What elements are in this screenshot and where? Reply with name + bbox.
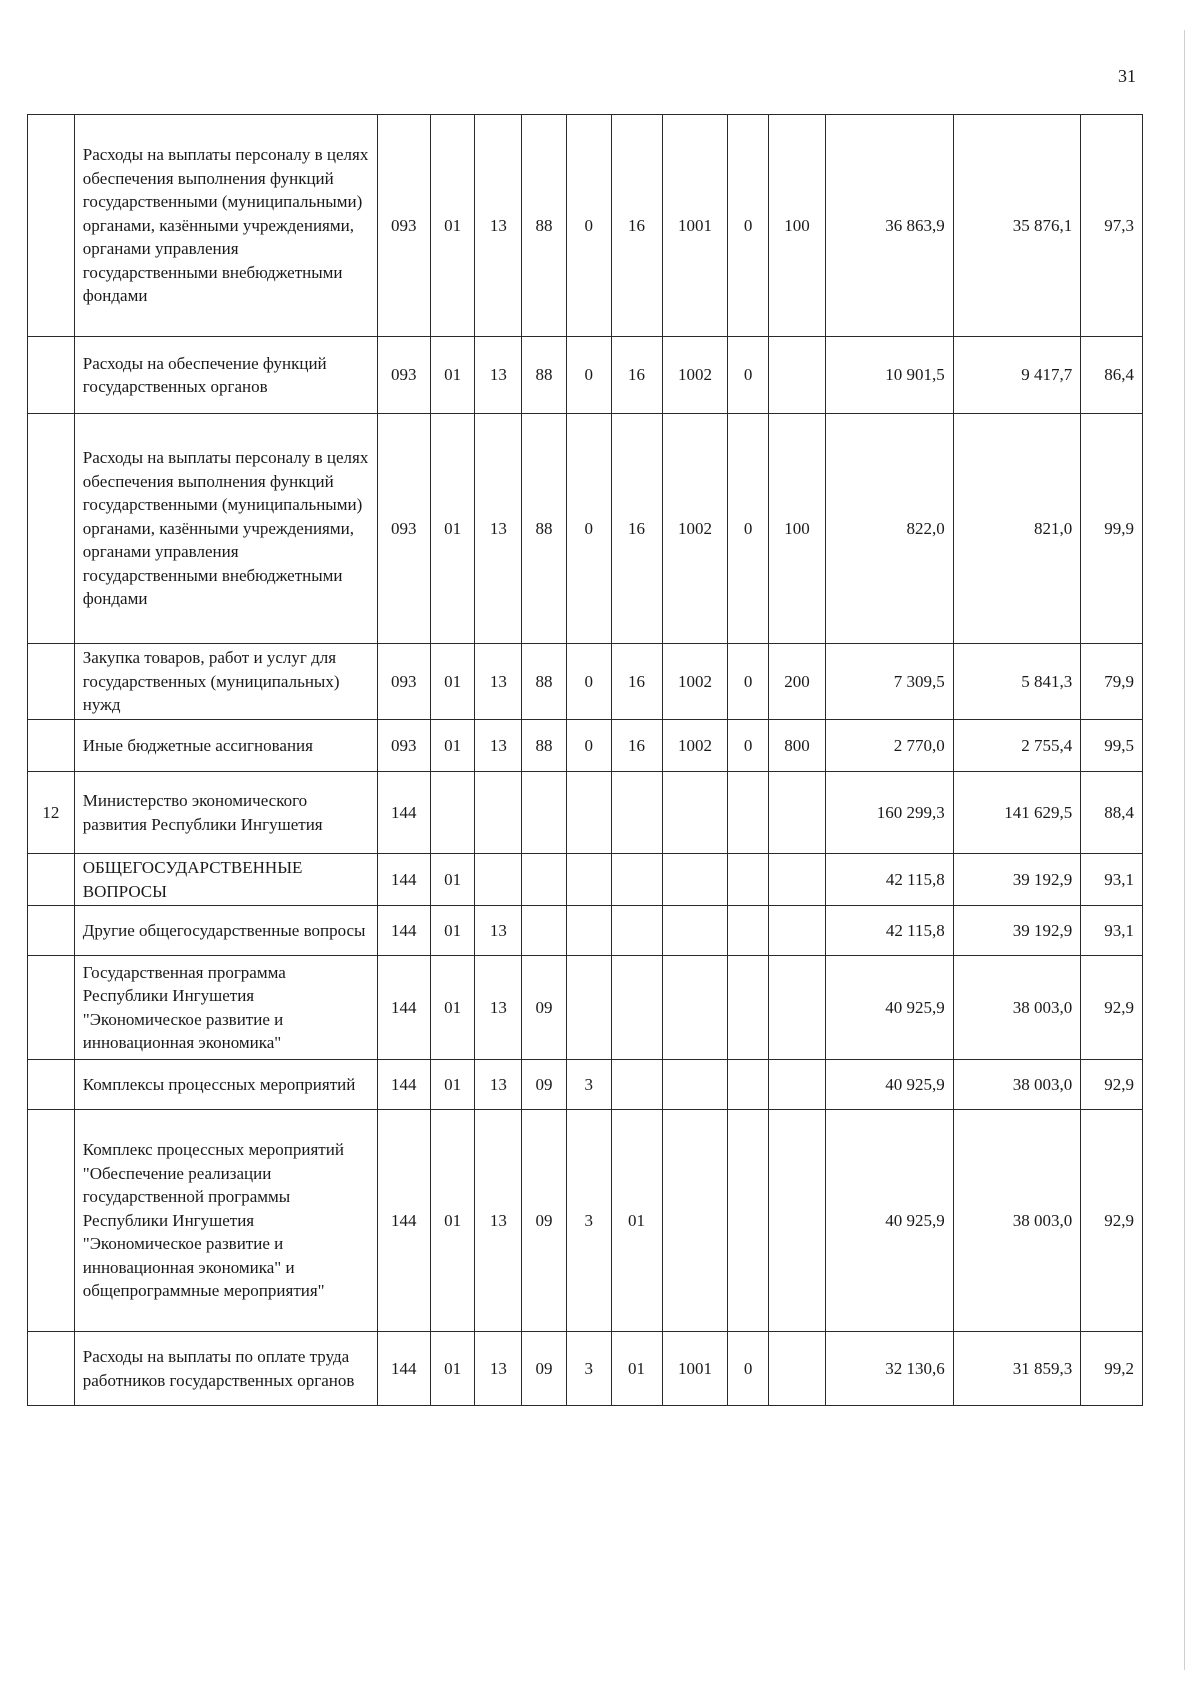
execution-percent: 97,3	[1081, 115, 1143, 337]
code-direction	[662, 1110, 728, 1332]
table-row	[28, 414, 1143, 644]
code-subprogram: 0	[566, 115, 611, 337]
executed-amount: 39 192,9	[953, 906, 1081, 956]
code-expense-type	[768, 1060, 825, 1110]
expense-name: Государственная программа Республики Ингушетия "Экономическое развитие и инновационная экономика"	[74, 956, 377, 1060]
planned-amount: 40 925,9	[826, 956, 954, 1060]
code-subsection: 13	[475, 1332, 522, 1406]
code-subsection: 13	[475, 337, 522, 414]
code-direction	[662, 772, 728, 854]
table-row	[28, 906, 1143, 956]
code-section: 01	[430, 337, 475, 414]
code-direction: 1002	[662, 414, 728, 644]
code-program: 09	[522, 1332, 567, 1406]
code-direction: 1002	[662, 337, 728, 414]
code-subprogram: 0	[566, 337, 611, 414]
execution-percent: 93,1	[1081, 854, 1143, 906]
table-row	[28, 1332, 1143, 1406]
code-program: 09	[522, 956, 567, 1060]
expense-name: Закупка товаров, работ и услуг для государственных (муниципальных) нужд	[74, 644, 377, 720]
execution-percent: 99,9	[1081, 414, 1143, 644]
code-ministry: 144	[377, 772, 430, 854]
execution-percent: 86,4	[1081, 337, 1143, 414]
code-program: 09	[522, 1060, 567, 1110]
code-subsection: 13	[475, 956, 522, 1060]
executed-amount: 821,0	[953, 414, 1081, 644]
code-measure	[611, 906, 662, 956]
expense-name: Комплекс процессных мероприятий "Обеспечение реализации государственной программы Республики Ингушетия "Экономическое развитие и инновационная экономика" и общепрограммные мероприятия"	[74, 1110, 377, 1332]
executed-amount: 31 859,3	[953, 1332, 1081, 1406]
code-direction: 1002	[662, 720, 728, 772]
code-subprogram: 0	[566, 414, 611, 644]
code-subprogram: 3	[566, 1110, 611, 1332]
code-direction-suffix	[728, 772, 768, 854]
code-expense-type	[768, 906, 825, 956]
table-row	[28, 772, 1143, 854]
table-row	[28, 956, 1143, 1060]
code-ministry: 144	[377, 1332, 430, 1406]
code-ministry: 093	[377, 644, 430, 720]
code-program: 09	[522, 1110, 567, 1332]
code-section: 01	[430, 906, 475, 956]
code-expense-type: 800	[768, 720, 825, 772]
code-subsection: 13	[475, 1110, 522, 1332]
code-subprogram: 3	[566, 1060, 611, 1110]
executed-amount: 141 629,5	[953, 772, 1081, 854]
code-expense-type	[768, 1332, 825, 1406]
planned-amount: 42 115,8	[826, 906, 954, 956]
code-section: 01	[430, 1332, 475, 1406]
code-direction-suffix: 0	[728, 337, 768, 414]
budget-table	[27, 114, 1143, 1406]
planned-amount: 40 925,9	[826, 1110, 954, 1332]
code-expense-type: 100	[768, 414, 825, 644]
code-direction-suffix: 0	[728, 644, 768, 720]
code-ministry: 144	[377, 1110, 430, 1332]
row-number	[28, 414, 75, 644]
code-subprogram: 3	[566, 1332, 611, 1406]
code-ministry: 093	[377, 720, 430, 772]
code-subsection: 13	[475, 906, 522, 956]
code-section: 01	[430, 854, 475, 906]
row-number	[28, 854, 75, 906]
code-subsection	[475, 772, 522, 854]
execution-percent: 92,9	[1081, 1060, 1143, 1110]
expense-name: Министерство экономического развития Республики Ингушетия	[74, 772, 377, 854]
execution-percent: 99,5	[1081, 720, 1143, 772]
planned-amount: 160 299,3	[826, 772, 954, 854]
code-expense-type	[768, 337, 825, 414]
code-ministry: 144	[377, 854, 430, 906]
code-ministry: 144	[377, 1060, 430, 1110]
executed-amount: 38 003,0	[953, 956, 1081, 1060]
code-program: 88	[522, 644, 567, 720]
code-direction: 1002	[662, 644, 728, 720]
row-number	[28, 956, 75, 1060]
planned-amount: 822,0	[826, 414, 954, 644]
code-subprogram	[566, 772, 611, 854]
planned-amount: 40 925,9	[826, 1060, 954, 1110]
code-ministry: 144	[377, 956, 430, 1060]
executed-amount: 2 755,4	[953, 720, 1081, 772]
code-expense-type	[768, 854, 825, 906]
code-direction-suffix: 0	[728, 115, 768, 337]
table-row	[28, 720, 1143, 772]
code-program	[522, 772, 567, 854]
planned-amount: 32 130,6	[826, 1332, 954, 1406]
code-expense-type	[768, 772, 825, 854]
row-number	[28, 115, 75, 337]
code-subsection: 13	[475, 720, 522, 772]
code-expense-type	[768, 956, 825, 1060]
code-program: 88	[522, 337, 567, 414]
code-direction-suffix	[728, 956, 768, 1060]
page-number: 31	[1118, 66, 1136, 86]
code-subsection: 13	[475, 115, 522, 337]
code-subsection: 13	[475, 414, 522, 644]
row-number	[28, 1060, 75, 1110]
code-program	[522, 906, 567, 956]
execution-percent: 92,9	[1081, 956, 1143, 1060]
execution-percent: 79,9	[1081, 644, 1143, 720]
code-measure	[611, 956, 662, 1060]
code-direction-suffix	[728, 1060, 768, 1110]
code-expense-type: 100	[768, 115, 825, 337]
code-direction-suffix	[728, 906, 768, 956]
code-subprogram	[566, 854, 611, 906]
code-section: 01	[430, 1110, 475, 1332]
code-measure: 01	[611, 1110, 662, 1332]
row-number	[28, 337, 75, 414]
code-section: 01	[430, 720, 475, 772]
code-direction	[662, 1060, 728, 1110]
row-number	[28, 906, 75, 956]
code-subsection: 13	[475, 644, 522, 720]
code-section: 01	[430, 956, 475, 1060]
expense-name: Расходы на обеспечение функций государственных органов	[74, 337, 377, 414]
row-number	[28, 720, 75, 772]
row-number	[28, 1110, 75, 1332]
execution-percent: 93,1	[1081, 906, 1143, 956]
table-row	[28, 1060, 1143, 1110]
table-row	[28, 644, 1143, 720]
code-ministry: 093	[377, 337, 430, 414]
scan-edge-line	[1184, 30, 1185, 1670]
executed-amount: 38 003,0	[953, 1110, 1081, 1332]
code-measure	[611, 854, 662, 906]
code-direction	[662, 854, 728, 906]
code-direction-suffix	[728, 1110, 768, 1332]
code-ministry: 093	[377, 414, 430, 644]
code-measure: 16	[611, 337, 662, 414]
code-section: 01	[430, 414, 475, 644]
code-direction-suffix: 0	[728, 414, 768, 644]
execution-percent: 92,9	[1081, 1110, 1143, 1332]
code-program: 88	[522, 115, 567, 337]
code-section: 01	[430, 1060, 475, 1110]
planned-amount: 2 770,0	[826, 720, 954, 772]
planned-amount: 7 309,5	[826, 644, 954, 720]
code-direction-suffix	[728, 854, 768, 906]
code-direction	[662, 906, 728, 956]
row-number	[28, 644, 75, 720]
code-direction: 1001	[662, 115, 728, 337]
executed-amount: 38 003,0	[953, 1060, 1081, 1110]
code-program	[522, 854, 567, 906]
code-direction: 1001	[662, 1332, 728, 1406]
code-measure: 16	[611, 414, 662, 644]
expense-name: Расходы на выплаты по оплате труда работников государственных органов	[74, 1332, 377, 1406]
code-measure: 16	[611, 115, 662, 337]
code-subsection	[475, 854, 522, 906]
table-row	[28, 1110, 1143, 1332]
code-measure: 01	[611, 1332, 662, 1406]
row-number: 12	[28, 772, 75, 854]
expense-name: Расходы на выплаты персоналу в целях обеспечения выполнения функций государственными (муниципальными) органами, казёнными учреждениями, органами управления государственными внебюджетными фондами	[74, 414, 377, 644]
code-section	[430, 772, 475, 854]
code-subprogram	[566, 906, 611, 956]
code-direction-suffix: 0	[728, 1332, 768, 1406]
expense-name: Расходы на выплаты персоналу в целях обеспечения выполнения функций государственными (муниципальными) органами, казёнными учреждениями, органами управления государственными внебюджетными фондами	[74, 115, 377, 337]
executed-amount: 35 876,1	[953, 115, 1081, 337]
code-program: 88	[522, 720, 567, 772]
table-row	[28, 854, 1143, 906]
expense-name: Комплексы процессных мероприятий	[74, 1060, 377, 1110]
execution-percent: 88,4	[1081, 772, 1143, 854]
code-direction-suffix: 0	[728, 720, 768, 772]
row-number	[28, 1332, 75, 1406]
expense-name: Иные бюджетные ассигнования	[74, 720, 377, 772]
code-section: 01	[430, 644, 475, 720]
code-program: 88	[522, 414, 567, 644]
code-measure: 16	[611, 644, 662, 720]
expense-name: ОБЩЕГОСУДАРСТВЕННЫЕ ВОПРОСЫ	[74, 854, 377, 906]
planned-amount: 42 115,8	[826, 854, 954, 906]
code-section: 01	[430, 115, 475, 337]
code-measure	[611, 772, 662, 854]
code-subsection: 13	[475, 1060, 522, 1110]
executed-amount: 39 192,9	[953, 854, 1081, 906]
code-measure	[611, 1060, 662, 1110]
code-subprogram: 0	[566, 720, 611, 772]
code-ministry: 093	[377, 115, 430, 337]
code-ministry: 144	[377, 906, 430, 956]
table-row	[28, 337, 1143, 414]
code-measure: 16	[611, 720, 662, 772]
planned-amount: 10 901,5	[826, 337, 954, 414]
expense-name: Другие общегосударственные вопросы	[74, 906, 377, 956]
code-subprogram	[566, 956, 611, 1060]
execution-percent: 99,2	[1081, 1332, 1143, 1406]
code-expense-type	[768, 1110, 825, 1332]
executed-amount: 9 417,7	[953, 337, 1081, 414]
code-expense-type: 200	[768, 644, 825, 720]
code-direction	[662, 956, 728, 1060]
executed-amount: 5 841,3	[953, 644, 1081, 720]
table-row	[28, 115, 1143, 337]
planned-amount: 36 863,9	[826, 115, 954, 337]
code-subprogram: 0	[566, 644, 611, 720]
